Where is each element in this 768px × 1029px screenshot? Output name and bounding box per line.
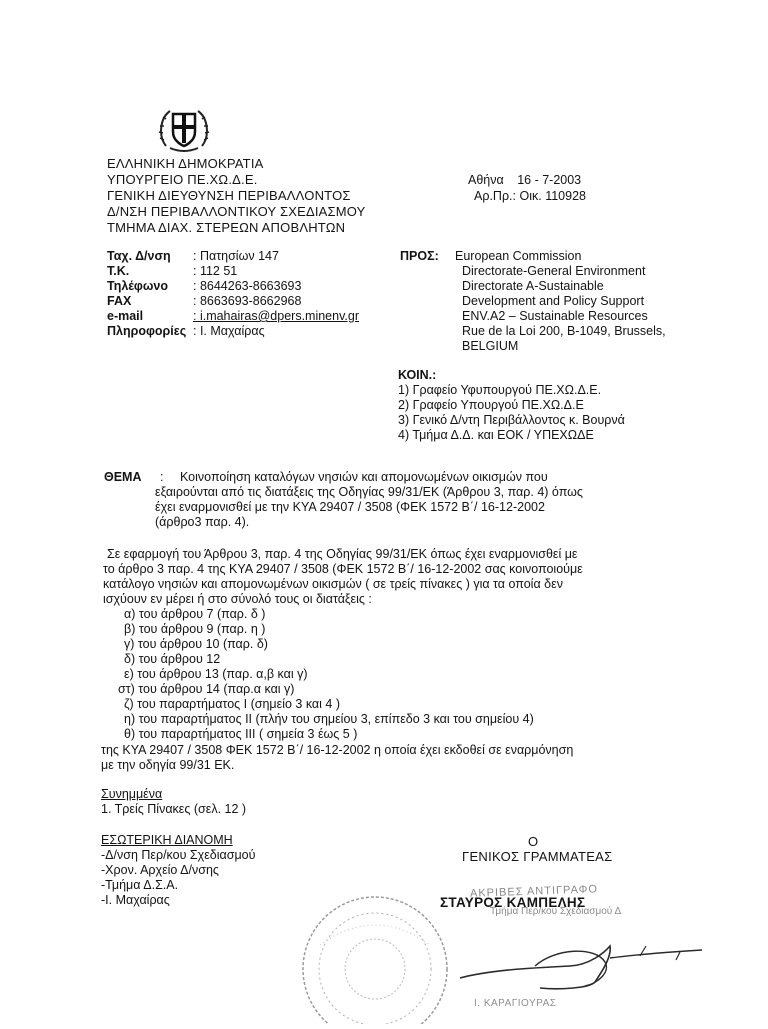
recipient-label: ΠΡΟΣ: xyxy=(400,249,439,263)
subject-separator: : xyxy=(160,470,164,484)
contact-value: : Πατησίων 147 xyxy=(193,249,279,263)
reference-value: Οικ. 110928 xyxy=(519,189,586,203)
recipient-line: European Commission xyxy=(455,249,582,263)
contact-value: : 8663693-8662968 xyxy=(193,294,302,308)
cc-item: 3) Γενικό Δ/ντη Περιβάλλοντος κ. Βουρνά xyxy=(398,413,625,427)
body-closing xyxy=(101,743,573,773)
reference-line xyxy=(474,189,586,204)
body-line: Σε εφαρμογή του Άρθρου 3, παρ. 4 της Οδηγίας 99/31/ΕΚ όπως έχει εναρμονισθεί με xyxy=(107,547,578,561)
letterhead xyxy=(107,156,366,236)
reference-label: Αρ.Πρ.: xyxy=(474,189,517,203)
recipient-line: Rue de la Loi 200, B-1049, Brussels, xyxy=(462,324,666,338)
recipient-line: ENV.A2 – Sustainable Resources xyxy=(462,309,648,323)
copy-signer-name: Ι. ΚΑΡΑΓΙΟΥΡΑΣ xyxy=(474,998,557,1009)
list-item: ζ) του παραρτήματος Ι (σημείο 3 και 4 ) xyxy=(124,697,340,711)
recipient-line: Development and Policy Support xyxy=(462,294,645,308)
signature-article: Ο xyxy=(528,834,539,849)
letterhead-line: Δ/ΝΣΗ ΠΕΡΙΒΑΛΛΟΝΤΙΚΟΥ ΣΧΕΔΙΑΣΜΟΥ xyxy=(107,204,366,219)
contact-value: : 112 51 xyxy=(193,264,238,278)
list-item: γ) του άρθρου 10 (παρ. δ) xyxy=(124,637,268,651)
contact-label: Τηλέφωνο xyxy=(107,279,169,293)
attachments-label: Συνημμένα xyxy=(101,787,163,801)
contact-label: Τ.Κ. xyxy=(107,264,130,278)
date-value: 16 - 7-2003 xyxy=(517,173,582,187)
contact-label: FAX xyxy=(107,294,132,308)
subject-line: (άρθρο3 παρ. 4). xyxy=(155,515,250,529)
body-intro xyxy=(103,547,583,607)
contact-value: : 8644263-8663693 xyxy=(193,279,302,293)
recipient-line: BELGIUM xyxy=(462,339,519,353)
cc-list xyxy=(398,383,625,443)
contact-block xyxy=(107,249,397,341)
signature-title: ΓΕΝΙΚΟΣ ΓΡΑΜΜΑΤΕΑΣ xyxy=(462,849,613,864)
attachment-item: 1. Τρείς Πίνακες (σελ. 12 ) xyxy=(101,802,247,816)
distribution-item: -Δ/νση Περ/κου Σχεδιασμού xyxy=(101,848,256,862)
attachments xyxy=(101,787,246,817)
list-item: θ) του παραρτήματος ΙΙΙ ( σημεία 3 έως 5 ) xyxy=(124,727,358,741)
stamp-text: ΑΚΡΙΒΕΣ ΑΝΤΙΓΡΑΦΟ xyxy=(469,883,599,900)
subject-label: ΘΕΜΑ xyxy=(104,470,142,484)
cc-item: 1) Γραφείο Υφυπουργού ΠΕ.ΧΩ.Δ.Ε. xyxy=(398,383,602,397)
list-item: α) του άρθρου 7 (παρ. δ ) xyxy=(124,607,266,621)
body-line: ισχύουν εν μέρει ή στο σύνολό τους οι διατάξεις : xyxy=(103,592,372,606)
coat-of-arms-emblem xyxy=(158,106,210,154)
letterhead-line: ΤΜΗΜΑ ΔΙΑΧ. ΣΤΕΡΕΩΝ ΑΠΟΒΛΗΤΩΝ xyxy=(107,220,346,235)
body-line: της ΚΥΑ 29407 / 3508 ΦΕΚ 1572 Β΄/ 16-12-2002 η οποία έχει εκδοθεί σε εναρμόνηση xyxy=(101,743,574,757)
contact-label: Ταχ. Δ/νση xyxy=(107,249,171,263)
email-link[interactable]: : i.mahairas@dpers.minenv.gr xyxy=(193,309,359,323)
letterhead-line: ΕΛΛΗΝΙΚΗ ΔΗΜΟΚΡΑΤΙΑ xyxy=(107,156,264,171)
distribution-item: -Τμήμα Δ.Σ.Α. xyxy=(101,878,179,892)
list-item: στ) του άρθρου 14 (παρ.α και γ) xyxy=(118,682,295,696)
subject-line: έχει εναρμονισθεί με την ΚΥΑ 29407 / 3508 (ΦΕΚ 1572 Β΄/ 16-12-2002 xyxy=(155,500,545,514)
list-item: η) του παραρτήματος ΙΙ (πλήν του σημείου 3, επίπεδο 3 και του σημείου 4) xyxy=(124,712,534,726)
body-line: κατάλογο νησιών και απομονωμένων οικισμών ( σε τρείς πίνακες ) για τα οποία δεν xyxy=(103,577,563,591)
list-item: β) του άρθρου 9 (παρ. η ) xyxy=(124,622,266,636)
subject-text xyxy=(155,470,583,530)
letterhead-line: ΓΕΝΙΚΗ ΔΙΕΥΘΥΝΣΗ ΠΕΡΙΒΑΛΛΟΝΤΟΣ xyxy=(107,188,351,203)
contact-label: e-mail xyxy=(107,309,144,323)
recipient-address xyxy=(455,249,666,354)
list-item: δ) του άρθρου 12 xyxy=(124,652,221,666)
date-line xyxy=(468,173,581,188)
body-line: το άρθρο 3 παρ. 4 της ΚΥΑ 29407 / 3508 (ΦΕΚ 1572 Β΄/ 16-12-2002 σας κοινοποιούμε xyxy=(103,562,583,576)
subject-line: Κοινοποίηση καταλόγων νησιών και απομονωμένων οικισμών που xyxy=(180,470,548,484)
signer-name: ΣΤΑΥΡΟΣ ΚΑΜΠΕΛΗΣ xyxy=(440,895,586,910)
contact-value: : Ι. Μαχαίρας xyxy=(193,324,265,338)
subject-line: εξαιρούνται από τις διατάξεις της Οδηγίας 99/31/ΕΚ (Άρθρου 3, παρ. 4) όπως xyxy=(155,485,583,499)
internal-distribution xyxy=(101,833,255,908)
distribution-item: -Χρον. Αρχείο Δ/νσης xyxy=(101,863,219,877)
official-seal xyxy=(290,885,460,1024)
contact-label: Πληροφορίες xyxy=(107,324,187,338)
body-line: με την οδηγία 99/31 ΕΚ. xyxy=(101,758,235,772)
internal-distribution-label: ΕΣΩΤΕΡΙΚΗ ΔΙΑΝΟΜΗ xyxy=(101,833,233,847)
recipient-line: Directorate A-Sustainable xyxy=(462,279,604,293)
cc-item: 2) Γραφείο Υπουργού ΠΕ.ΧΩ.Δ.Ε xyxy=(398,398,584,412)
recipient-line: Directorate-General Environment xyxy=(462,264,646,278)
letterhead-line: ΥΠΟΥΡΓΕΙΟ ΠΕ.ΧΩ.Δ.Ε. xyxy=(107,172,258,187)
list-item: ε) του άρθρου 13 (παρ. α,β και γ) xyxy=(124,667,308,681)
distribution-item: -Ι. Μαχαίρας xyxy=(101,893,170,907)
stamp-subtext: Τμήμα Περ/κου Σχεδιασμού Δ xyxy=(490,906,622,917)
date-city: Αθήνα xyxy=(468,173,504,187)
cc-item: 4) Τμήμα Δ.Δ. και ΕΟΚ / ΥΠΕΧΩΔΕ xyxy=(398,428,594,442)
article-list xyxy=(118,607,534,742)
cc-label: ΚΟΙΝ.: xyxy=(398,368,437,382)
